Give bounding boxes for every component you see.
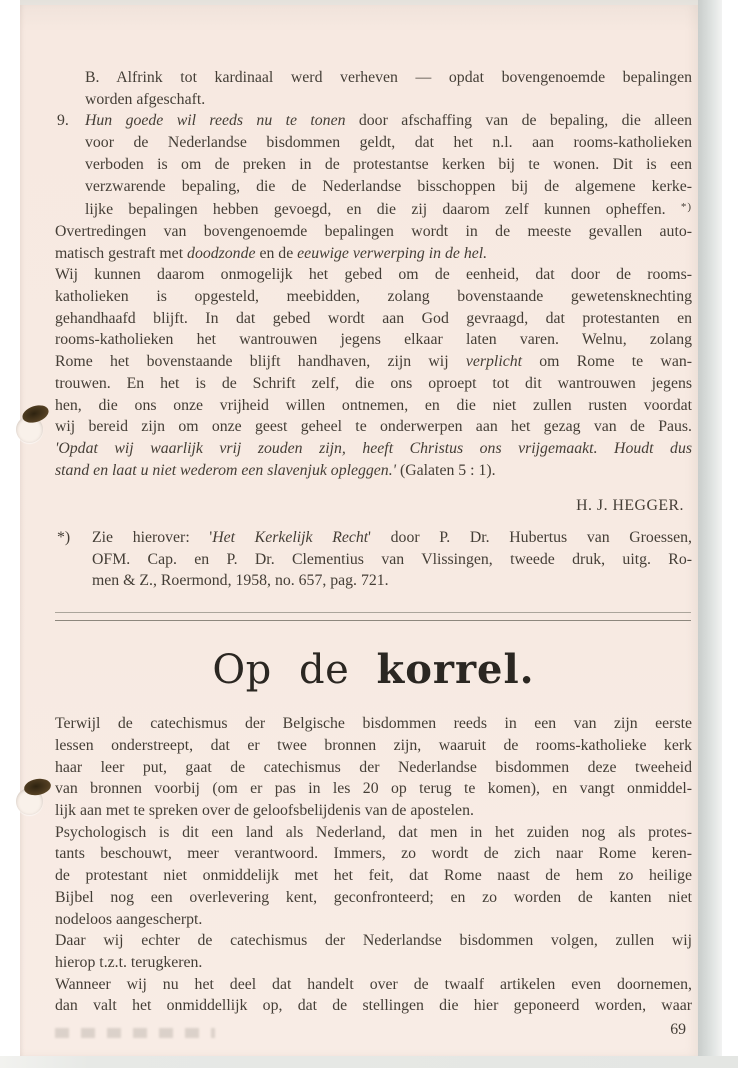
text-segment: haar leer put, gaat de catechismus der Nederlandse bisdommen deze tweeheid — [55, 758, 692, 776]
text-segment: wij bereid zijn om onze geest geheel te onderwerpen aan het gezag van de Paus. — [55, 418, 692, 436]
text-segment: worden afgeschaft. — [85, 90, 206, 108]
text-line — [55, 865, 692, 887]
text-line — [55, 416, 692, 438]
text-line — [55, 438, 692, 460]
italic-text: 'Opdat wij waarlijk vrij zouden zijn, heeft Christus ons vrijgemaakt. Houdt dus — [55, 439, 692, 457]
text-line — [55, 243, 692, 265]
text-segment: trouwen. En het is de Schrift zelf, die ons oproept tot dit wantrouwen jegens — [55, 374, 692, 392]
text-segment: katholieken is opgesteld, meebidden, zolang bovenstaande gewetensknechting — [55, 288, 692, 306]
italic-text: eeuwige verwerping in de hel. — [297, 244, 488, 262]
text-line — [85, 89, 692, 111]
text-segment: (Galaten 5 : 1). — [396, 461, 496, 479]
text-segment: Wanneer wij nu het deel dat handelt over de twaalf artikelen even doornemen, — [55, 975, 692, 993]
text-segment: lessen onderstreept, dat er twee bronnen zijn, waaruit de rooms-katholieke kerk — [55, 736, 692, 754]
text-line — [55, 909, 692, 931]
text-segment: hen, die ons onze vrijheid willen ontnemen, en die niet zullen rusten voordat — [55, 396, 692, 414]
text-segment: van bronnen voorbij (om er pas in les 20 op terug te komen), en vangt onmiddel- — [55, 780, 692, 798]
item-9 — [55, 110, 692, 221]
text-line — [85, 176, 692, 198]
text-line — [55, 757, 692, 779]
text-line — [55, 995, 692, 1017]
text-line — [85, 197, 692, 221]
text-line — [55, 930, 692, 952]
text-segment: nodeloos aangescherpt. — [55, 910, 203, 928]
text-line — [55, 460, 692, 482]
text-segment: Terwijl de catechismus der Belgische bisdommen reeds in een van zijn eerste — [55, 715, 692, 733]
text-segment: rooms-katholieken het wantrouwen jegens elkaar laten varen. Welnu, zolang — [55, 331, 692, 349]
text-segment: dan valt het onmiddellijk op, dat de stellingen die hier geponeerd worden, waar — [55, 997, 692, 1015]
text-line — [55, 221, 692, 243]
text-segment: Bijbel nog een overlevering kent, geconfronteerd; en zo worden de kanten niet — [55, 888, 692, 906]
text-line — [85, 67, 692, 89]
text-column — [55, 67, 692, 1041]
text-line — [55, 778, 692, 800]
text-segment: Daar wij echter de catechismus der Nederlandse bisdommen volgen, zullen wij — [55, 932, 692, 950]
text-line — [55, 800, 692, 822]
page-number: 69 — [670, 1021, 686, 1039]
page-cut-edge — [698, 0, 722, 1058]
italic-text: verplicht — [465, 353, 523, 371]
text-line — [55, 395, 692, 417]
text-line — [55, 329, 692, 351]
text-line — [55, 308, 692, 330]
para-overtredingen — [55, 221, 692, 264]
text-segment: Rome het bovenstaande blijft handhaven, zijn wij — [55, 353, 466, 371]
paper-top-edge — [20, 0, 702, 5]
text-segment: Wij kunnen daarom onmogelijk het gebed om de eenheid, dat door de rooms- — [55, 266, 692, 284]
italic-text: Hun goede wil reeds nu te tonen — [85, 112, 346, 130]
heading-light-part: Op de — [212, 647, 350, 694]
text-line — [55, 373, 692, 395]
body-text-upper — [55, 67, 692, 481]
italic-text: stand en laat u niet wederom een slavenjuk opleggen.' — [55, 461, 397, 479]
text-line — [55, 887, 692, 909]
text-segment: en de — [255, 244, 298, 262]
text-line — [55, 713, 692, 735]
italic-text: Het Kerkelijk Recht — [212, 529, 369, 547]
text-line — [55, 822, 692, 844]
text-segment: voor de Nederlandse bisdommen geldt, dat het n.l. aan rooms-katholieken — [85, 134, 692, 152]
text-segment: om Rome te wan- — [522, 353, 692, 371]
text-segment: ' door P. Dr. Hubertus van Groessen, — [368, 529, 692, 547]
signature: H. J. HEGGER. — [576, 497, 684, 515]
text-segment: verboden is om de preken in de protestantse kerken bij te wonen. Dit is een — [85, 155, 692, 173]
text-line — [55, 735, 692, 757]
text-line — [55, 952, 692, 974]
heading-bold-part: korrel. — [376, 646, 535, 694]
text-segment: tants beschouwt, meer verantwoord. Immers, zo wordt de zich naar Rome keren- — [55, 845, 692, 863]
text-segment: Psychologisch is dit een land als Nederland, dat men in het zuiden nog als protes- — [55, 823, 692, 841]
text-line — [85, 132, 692, 154]
text-segment: Zie hierover: ' — [92, 529, 213, 547]
italic-text: doodzonde — [187, 244, 256, 262]
text-line — [55, 974, 692, 996]
para-terwijl — [55, 713, 692, 822]
text-segment: matisch gestraft met — [55, 244, 188, 262]
paper-sheet — [20, 0, 702, 1058]
text-segment: B. Alfrink tot kardinaal werd verheven — opdat bovengenoemde bepalingen — [85, 69, 692, 86]
footnote — [55, 527, 692, 592]
footnote-section — [55, 527, 692, 592]
list-marker: *) — [57, 529, 71, 547]
para-wanneer — [55, 974, 692, 1017]
table-surface-edge — [0, 1056, 738, 1068]
text-segment: de protestant niet onmiddelijk met het feit, dat Rome naast de hem zo heilige — [55, 867, 692, 885]
text-segment: lijke bepalingen hebben gevoegd, en die zij daarom zelf kunnen opheffen. — [85, 201, 681, 219]
text-line — [55, 351, 692, 373]
text-line — [55, 286, 692, 308]
text-line — [55, 843, 692, 865]
text-line — [92, 570, 692, 592]
text-segment: verzwarende bepaling, die de Nederlandse bisschoppen bij de algemene kerke- — [85, 177, 692, 195]
ink-smudge — [55, 1028, 215, 1038]
body-text-lower — [55, 713, 692, 1017]
section-heading — [55, 647, 692, 693]
text-segment: gehandhaafd blijft. In dat gebed wordt aan God gevraagd, dat protestanten en — [55, 309, 692, 327]
text-segment: OFM. Cap. en P. Dr. Clementius van Vlissingen, tweede druk, uitg. Ro- — [92, 550, 692, 568]
para-alfrink — [55, 67, 692, 110]
list-marker: 9. — [57, 112, 69, 130]
text-line — [55, 264, 692, 286]
para-daar-wij — [55, 930, 692, 973]
text-line — [92, 527, 692, 549]
text-segment: hierop t.z.t. terugkeren. — [55, 953, 203, 971]
text-line — [85, 110, 692, 132]
section-divider-rule — [55, 612, 691, 621]
text-line — [92, 549, 692, 571]
para-psychologisch — [55, 822, 692, 931]
text-line — [85, 154, 692, 176]
para-wij-kunnen — [55, 264, 692, 481]
text-segment: *) — [680, 201, 692, 214]
text-segment: lijk aan met te spreken over de geloofsbelijdenis van de apostelen. — [55, 801, 474, 819]
text-segment: door afschaffing van de bepaling, die alleen — [345, 112, 693, 130]
text-segment: Overtredingen van bovengenoemde bepalingen wordt in de meeste gevallen auto- — [55, 222, 692, 240]
text-segment: men & Z., Roermond, 1958, no. 657, pag. 721. — [92, 572, 389, 590]
